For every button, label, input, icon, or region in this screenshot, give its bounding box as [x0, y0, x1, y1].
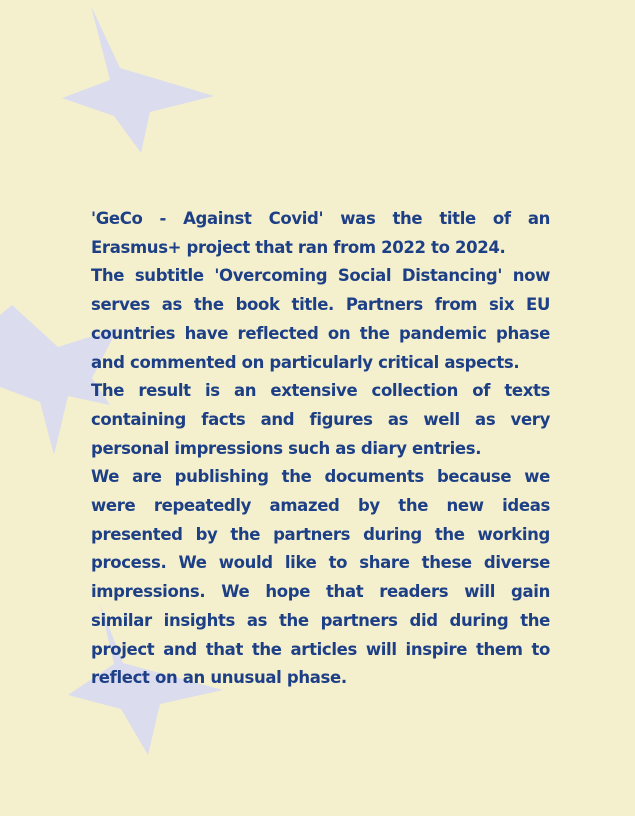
paragraph-1: 'GeCo - Against Covid' was the title of an Erasmus+ project that ran from 2022 to 2024. — [91, 209, 550, 257]
paragraph-4: We are publishing the documents because we were repeatedly amazed by the new ideas presented by the partners during the working process. We would like to share these diverse impressions. We hope that readers will gain similar insights as the partners did during the project and that the articles will inspire them to reflect on an unusual phase. — [91, 467, 550, 688]
star-icon-top — [62, 6, 214, 153]
body-text — [91, 205, 550, 693]
paragraph-2: The subtitle 'Overcoming Social Distancing' now serves as the book title. Partners from six EU countries have reflected on the pandemic phase and commented on particularly critical aspects. — [91, 266, 550, 372]
paragraph-3: The result is an extensive collection of texts containing facts and figures as well as very personal impressions such as diary entries. — [91, 381, 550, 458]
